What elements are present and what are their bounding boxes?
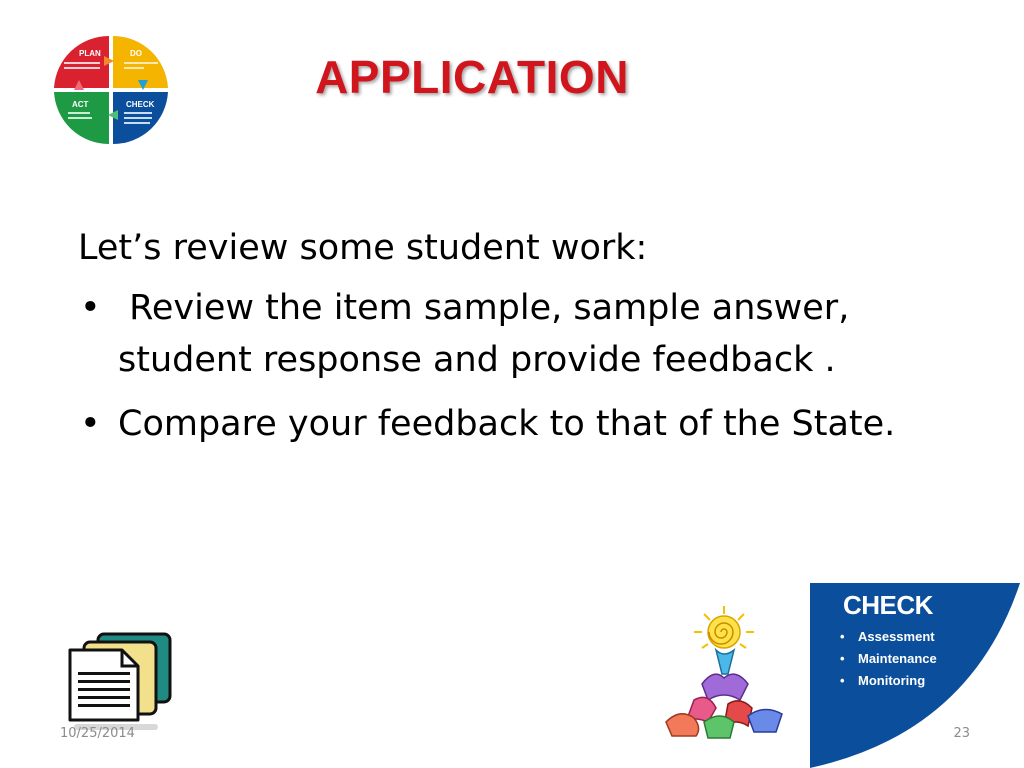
slide-title: APPLICATION bbox=[315, 51, 629, 103]
bullet-text: Compare your feedback to that of the State. bbox=[118, 404, 896, 444]
pdca-do-label: DO bbox=[130, 49, 142, 58]
slide-date: 10/25/2014 bbox=[60, 726, 135, 741]
bullet-marker: • bbox=[80, 404, 101, 444]
slide-number: 23 bbox=[953, 726, 970, 741]
slide-body bbox=[78, 222, 958, 462]
documents-icon bbox=[64, 628, 176, 732]
intro-text: Let’s review some student work: bbox=[78, 228, 648, 268]
bullet-list bbox=[78, 282, 958, 450]
bullet-marker: • bbox=[80, 288, 101, 328]
check-panel-heading: CHECK bbox=[843, 590, 933, 620]
check-panel-item: • Monitoring bbox=[840, 673, 926, 688]
pdca-check-label: CHECK bbox=[126, 100, 155, 109]
pdca-act-label: ACT bbox=[72, 100, 89, 109]
bullet-item bbox=[78, 398, 958, 450]
check-panel-list bbox=[840, 628, 937, 694]
bullet-item bbox=[78, 282, 958, 386]
teamwork-figure-icon bbox=[664, 604, 788, 742]
check-panel-item: • Assessment bbox=[840, 629, 935, 644]
bullet-text: Review the item sample, sample answer, student response and provide feedback . bbox=[118, 288, 861, 380]
check-panel-item: • Maintenance bbox=[840, 651, 937, 666]
pdca-plan-label: PLAN bbox=[79, 49, 101, 58]
